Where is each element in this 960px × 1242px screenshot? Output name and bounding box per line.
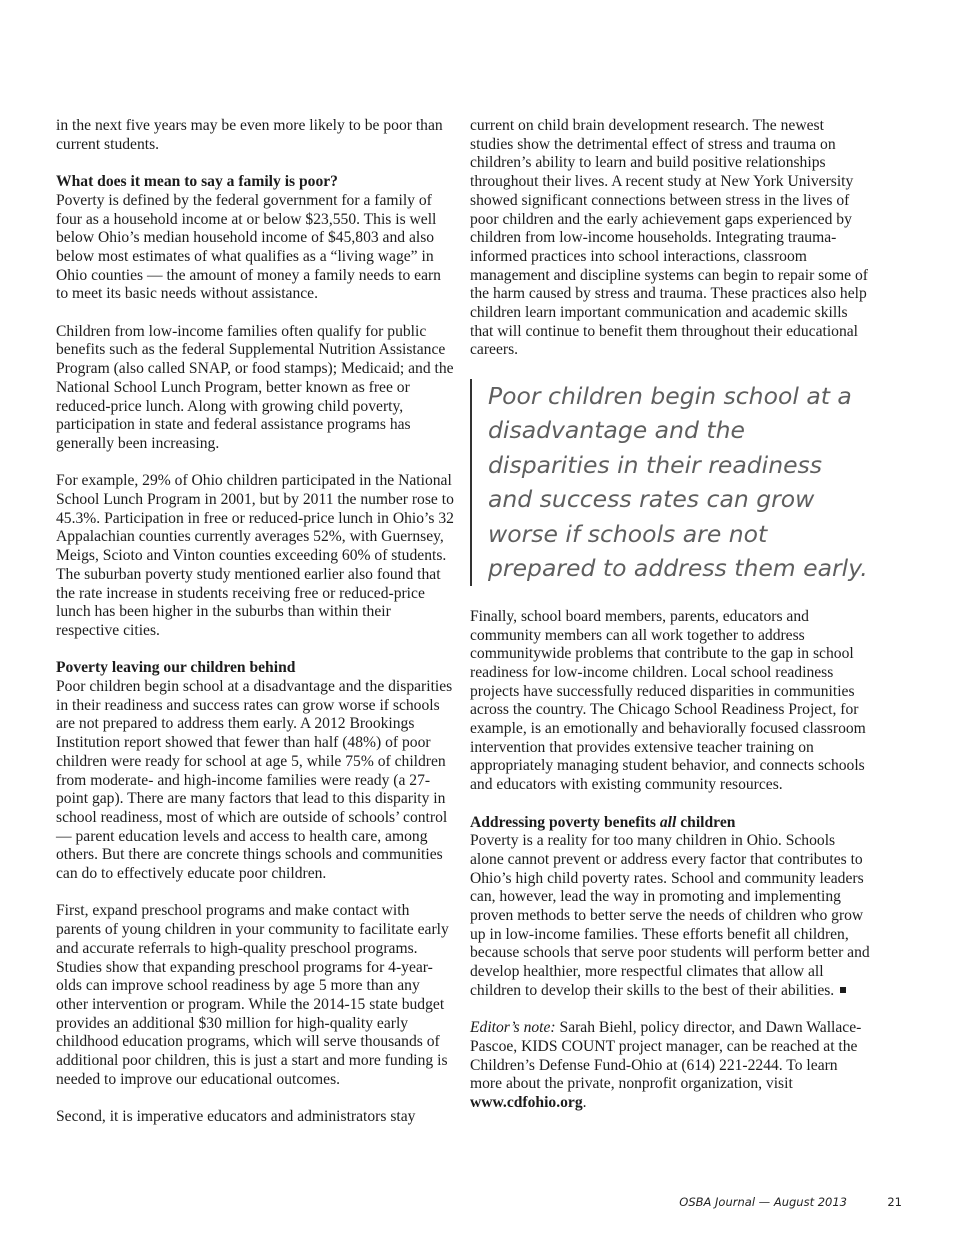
paragraph: Poverty is defined by the federal government for a family of four as a household income at or below $23,550. This is well below Ohio’s median household income of $45,803 and also below most estimates of what qualifies as a “living wage” in Ohio counties — the amount of money a family needs to earn to meet its basic needs without assistance. <box>56 191 441 303</box>
website-link[interactable]: www.cdfohio.org <box>470 1094 583 1112</box>
editors-note-end: . <box>582 1094 587 1112</box>
heading-part: Addressing poverty benefits <box>470 813 660 831</box>
left-column <box>56 117 454 1146</box>
paragraph <box>470 832 870 1000</box>
heading-part: children <box>676 813 736 831</box>
paragraph: Children from low-income families often qualify for public benefits such as the federal Supplemental Nutrition Assistance Program (also called SNAP, or food stamps); Medicaid; and the National School Lunch Program, better known as free or reduced-price lunch. Along with growing child poverty, participation in state and federal assistance programs has generally been increasing. <box>56 322 454 452</box>
journal-title: OSBA Journal — August 2013 <box>679 1195 847 1209</box>
section-poverty-leaving <box>56 659 454 883</box>
section-family-poor <box>56 173 454 304</box>
right-column <box>470 117 870 1131</box>
paragraph: current on child brain development research. The newest studies show the detrimental effect of stress and trauma on children’s ability to learn and build positive relationships throughout their lives. A recent study at New York University showed significant connections between stress in the lives of poor children and the early achievement gaps experienced by children from low-income households. Integrating trauma-informed practices into school interactions, classroom management and discipline systems can begin to repair some of the harm caused by stress and trauma. These practices also help children learn important communication and academic skills that will continue to benefit them throughout their educational careers. <box>470 117 868 359</box>
paragraph: For example, 29% of Ohio children participated in the National School Lunch Program in 2001, but by 2011 the number rose to 45.3%. Participation in free or reduced-price lunch in Ohio’s 32 Appalachian counties currently averages 52%, with Guernsey, Meigs, Scioto and Vinton counties exceeding 60% of students. The suburban poverty study mentioned earlier also found that the rate increase in students receiving free or reduced-price lunch has been higher in the suburbs than within their respective cities. <box>56 472 454 639</box>
paragraph-continued: in the next five years may be even more likely to be poor than current students. <box>56 117 443 153</box>
section-heading: What does it mean to say a family is poor? <box>56 173 338 191</box>
paragraph: Poor children begin school at a disadvantage and the disparities in their readiness and success rates can grow worse if schools are not prepared to address them early. A 2012 Brookings Institution report showed that fewer than half (48%) of poor children were ready for school at age 5, while 75% of children from moderate- and high-income families were ready (a 27-point gap). There are many factors that lead to this disparity in school readiness, most of which are outside of schools’ control — parent education levels and access to health care, among others. But there are concrete things schools and communities can do to effectively educate poor children. <box>56 678 453 883</box>
editors-note <box>470 1019 870 1113</box>
editors-note-text: Sarah Biehl, policy director, and Dawn Wallace-Pascoe, KIDS COUNT project manager, can be reached at the Children’s Defense Fund-Ohio at (614) 221-2244. To learn more about the private, nonprofit organization, visit <box>470 1019 862 1093</box>
pull-quote: Poor children begin school at a disadvantage and the disparities in their readiness and success rates can grow worse if schools are not prepared to address them early. <box>470 379 870 586</box>
heading-emphasis: all <box>659 813 677 831</box>
end-mark-square <box>840 987 846 993</box>
section-heading <box>470 814 870 833</box>
paragraph: First, expand preschool programs and make contact with parents of young children in your community to facilitate early and accurate referrals to high-quality preschool programs. Studies show that expanding preschool programs for 4-year-olds can improve school readiness by age 5 more than any other intervention or program. While the 2014-15 state budget provides an additional $30 million for high-quality early childhood education programs, which will serve thousands of additional poor children, this is just a start and more funding is needed to improve our educational outcomes. <box>56 902 449 1088</box>
paragraph: Second, it is imperative educators and administrators stay <box>56 1108 416 1126</box>
section-addressing-poverty <box>470 814 870 1001</box>
section-heading: Poverty leaving our children behind <box>56 659 296 677</box>
editors-note-label: Editor’s note: <box>470 1019 556 1037</box>
paragraph: Finally, school board members, parents, educators and community members can all work together to address communitywide problems that contribute to the gap in school readiness for low-income children. Local school readiness projects have successfully reduced disparities in communities across the country. The Chicago School Readiness Project, for example, is an emotionally and behaviorally focused classroom intervention that provides extensive teacher training on appropriately managing student behavior, and connects schools and educators with existing community resources. <box>470 607 866 794</box>
page-number: 21 <box>887 1195 902 1209</box>
paragraph-text: Poverty is a reality for too many children in Ohio. Schools alone cannot prevent or address every factor that contributes to Ohio’s high child poverty rates. School and community leaders can, however, lead the way in promoting and implementing proven methods to better serve the needs of children who grow up in low-income families. These efforts benefit all children, because schools that serve poor students will perform better and develop healthier, more respectful climates that allow all children to develop their skills to the best of their abilities. <box>470 832 870 999</box>
